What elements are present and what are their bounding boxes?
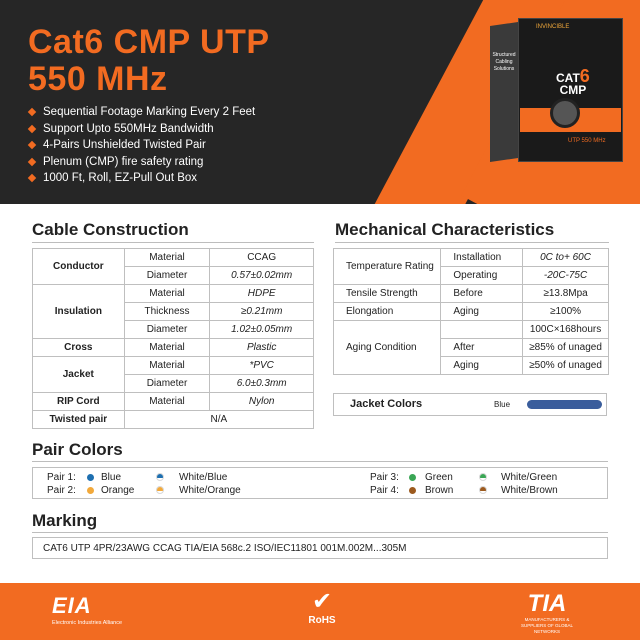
- tensile-label: Tensile Strength: [334, 285, 441, 303]
- pair-stripe-name: White/Green: [501, 472, 558, 483]
- pair-stripe-dot: [479, 473, 487, 481]
- elongation-label: Elongation: [334, 303, 441, 321]
- pair-colors-box: [32, 467, 608, 499]
- aging-label: Aging Condition: [334, 321, 441, 375]
- heading-divider: [32, 461, 608, 462]
- pair-label: Pair 2:: [47, 485, 76, 496]
- box-cmp-text: CMP: [559, 83, 587, 97]
- pair-stripe-name: White/Orange: [179, 485, 241, 496]
- heading-divider: [335, 242, 609, 243]
- table-cell: Material: [124, 339, 210, 357]
- table-cell: Before: [441, 285, 523, 303]
- box-cat-label: [556, 66, 590, 97]
- heading-divider: [32, 242, 314, 243]
- pair-stripe-name: White/Brown: [501, 485, 558, 496]
- box-side-label: Structured Cabling Solutions: [492, 52, 516, 72]
- pair-stripe-dot: [156, 473, 164, 481]
- box-cat-text: CAT: [556, 71, 580, 85]
- pair-label: Pair 1:: [47, 472, 76, 483]
- table-cell: Material: [124, 357, 210, 375]
- pair-color-name: Blue: [101, 472, 122, 483]
- table-row: [33, 339, 314, 357]
- table-row: [33, 411, 314, 429]
- jacket-color-swatch: [527, 400, 602, 409]
- pair-stripe-dot: [479, 486, 487, 494]
- table-cell: Plastic: [210, 339, 314, 357]
- table-cell: Material: [124, 393, 210, 411]
- box-utp-label: UTP 550 MHz: [568, 138, 606, 144]
- conductor-label: Conductor: [33, 249, 125, 285]
- pair-color-name: Brown: [425, 485, 454, 496]
- table-cell: Diameter: [124, 321, 210, 339]
- rohs-logo-text: RoHS: [308, 615, 336, 626]
- pair-color-dot: [409, 487, 416, 494]
- rohs-logo: [300, 589, 344, 626]
- jacket-color-name: Blue: [494, 400, 511, 409]
- table-cell: HDPE: [210, 285, 314, 303]
- insulation-label: Insulation: [33, 285, 125, 339]
- jacket-colors-label: Jacket Colors: [350, 398, 423, 410]
- marking-box: [32, 537, 608, 559]
- product-title: [28, 24, 270, 98]
- table-cell: CCAG: [210, 249, 314, 267]
- table-cell: N/A: [124, 411, 313, 429]
- footer-banner: [0, 583, 640, 640]
- jacket-label: Jacket: [33, 357, 125, 393]
- pair-label: Pair 3:: [370, 472, 399, 483]
- eia-logo-mark: EIA: [52, 593, 92, 618]
- table-row: [33, 285, 314, 303]
- rip-cord-label: RIP Cord: [33, 393, 125, 411]
- table-row: [334, 285, 609, 303]
- pair-color-dot: [409, 474, 416, 481]
- mechanical-heading: Mechanical Characteristics: [335, 220, 555, 239]
- pair-label: Pair 4:: [370, 485, 399, 496]
- box-brand-logo: INVINCIBLE: [536, 24, 570, 30]
- marking-heading: Marking: [32, 511, 98, 530]
- feature-list: [28, 104, 255, 187]
- table-cell: ≥100%: [523, 303, 609, 321]
- construction-table: [32, 248, 314, 429]
- mechanical-table: [333, 248, 609, 375]
- hero-banner: [0, 0, 640, 204]
- marking-text: CAT6 UTP 4PR/23AWG CCAG TIA/EIA 568c.2 ISO/IEC11801 001M.002M...305M: [43, 543, 407, 554]
- product-title-line2: 550 MHz: [28, 60, 168, 98]
- table-cell: 0.57±0.02mm: [210, 267, 314, 285]
- pair-colors-heading: Pair Colors: [32, 440, 123, 459]
- table-cell: ≥50% of unaged: [523, 357, 609, 375]
- product-box-image: [490, 18, 625, 163]
- table-cell: 6.0±0.3mm: [210, 375, 314, 393]
- eia-logo-subtitle: Electronic Industries Alliance: [52, 620, 123, 626]
- construction-heading: Cable Construction: [32, 220, 189, 239]
- pair-color-dot: [87, 474, 94, 481]
- table-cell: [441, 321, 523, 339]
- table-cell: Nylon: [210, 393, 314, 411]
- box-side: [490, 22, 518, 162]
- pair-color-name: Orange: [101, 485, 135, 496]
- tia-logo-subtitle: MANUFACTURERS & SUPPLIERS OF GLOBAL NETWORKS: [520, 617, 574, 634]
- feature-item: Support Upto 550MHz Bandwidth: [28, 121, 255, 138]
- eia-logo: [52, 593, 122, 626]
- box-cat-six: 6: [579, 66, 590, 86]
- tia-logo-mark: TIA: [527, 590, 567, 617]
- table-cell: Thickness: [124, 303, 210, 321]
- table-cell: Material: [124, 285, 210, 303]
- pair-stripe-name: White/Blue: [179, 472, 228, 483]
- table-cell: ≥13.8Mpa: [523, 285, 609, 303]
- table-cell: Installation: [441, 249, 523, 267]
- pair-color-name: Green: [425, 472, 453, 483]
- table-cell: 1.02±0.05mm: [210, 321, 314, 339]
- table-row: [33, 357, 314, 375]
- cable-reel-icon: [550, 98, 580, 128]
- cross-label: Cross: [33, 339, 125, 357]
- jacket-colors-box: [333, 393, 607, 416]
- feature-item: Plenum (CMP) fire safety rating: [28, 154, 255, 171]
- table-cell: Diameter: [124, 375, 210, 393]
- table-cell: Operating: [441, 267, 523, 285]
- table-cell: Material: [124, 249, 210, 267]
- table-cell: *PVC: [210, 357, 314, 375]
- table-row: [33, 393, 314, 411]
- feature-item: Sequential Footage Marking Every 2 Feet: [28, 104, 255, 121]
- temperature-label: Temperature Rating: [334, 249, 441, 285]
- tia-logo: [512, 591, 582, 635]
- feature-item: 4-Pairs Unshielded Twisted Pair: [28, 137, 255, 154]
- table-cell: 100C×168hours: [523, 321, 609, 339]
- table-row: [33, 249, 314, 267]
- table-cell: ≥0.21mm: [210, 303, 314, 321]
- feature-item: 1000 Ft, Roll, EZ-Pull Out Box: [28, 170, 255, 187]
- product-title-line1: Cat6 CMP UTP: [28, 23, 270, 61]
- twisted-pair-label: Twisted pair: [33, 411, 125, 429]
- table-row: [334, 303, 609, 321]
- pair-color-dot: [87, 487, 94, 494]
- table-cell: Diameter: [124, 267, 210, 285]
- table-cell: 0C to+ 60C: [523, 249, 609, 267]
- table-cell: ≥85% of unaged: [523, 339, 609, 357]
- table-cell: Aging: [441, 303, 523, 321]
- heading-divider: [32, 532, 608, 533]
- pair-stripe-dot: [156, 486, 164, 494]
- table-cell: -20C-75C: [523, 267, 609, 285]
- table-cell: Aging: [441, 357, 523, 375]
- rohs-check-icon: ✔: [311, 588, 333, 615]
- table-cell: After: [441, 339, 523, 357]
- table-row: [334, 249, 609, 267]
- table-row: [334, 321, 609, 339]
